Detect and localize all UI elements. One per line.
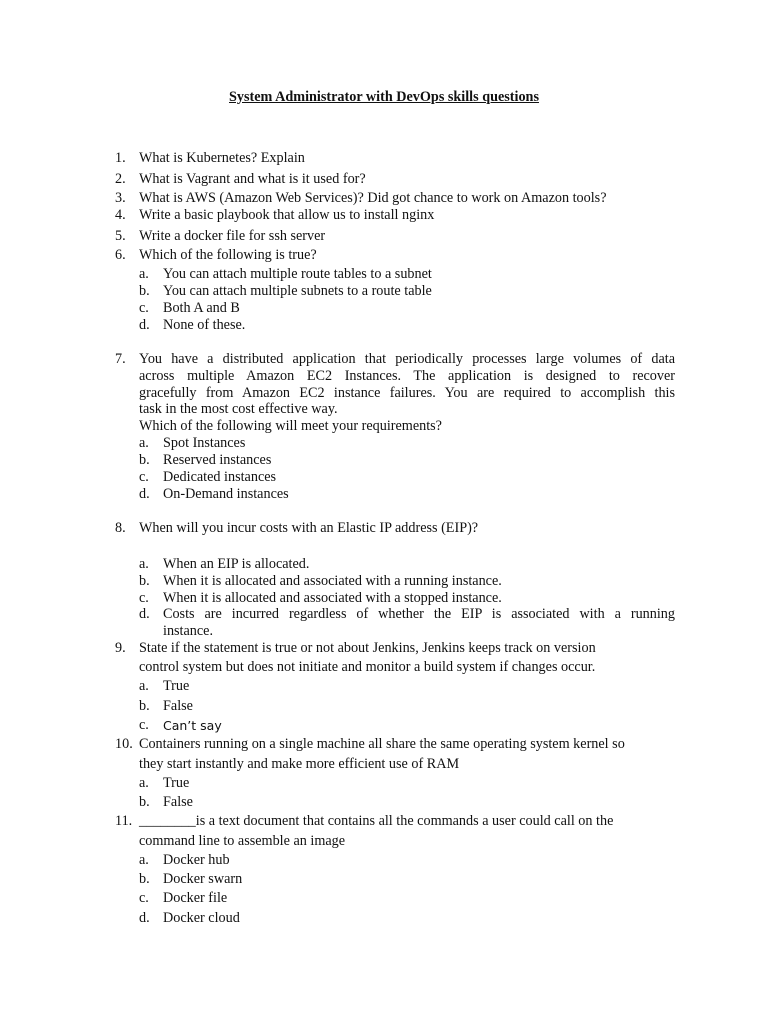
option-text: True [163, 678, 190, 694]
option-text: False [163, 698, 193, 714]
option-letter: b. [139, 794, 150, 810]
option-text: Can’t say [163, 718, 222, 733]
question-5-text: Write a docker file for ssh server [139, 228, 326, 244]
question-7-number: 7. [115, 351, 126, 367]
option-letter: d. [139, 486, 150, 502]
option-text-continued: instance. [163, 623, 214, 639]
option-text: When it is allocated and associated with a running instance. [163, 573, 502, 589]
option-letter: a. [139, 678, 149, 694]
option-text: Docker file [163, 890, 228, 906]
question-9-text: State if the statement is true or not about Jenkins, Jenkins keeps track on version [139, 640, 596, 656]
question-10-text: Containers running on a single machine all share the same operating system kernel so [139, 736, 625, 752]
option-letter: a. [139, 556, 149, 572]
option-text: Costs are incurred regardless of whether the EIP is associated with a running [163, 606, 675, 622]
question-9-text-continued: control system but does not initiate and monitor a build system if changes occur. [139, 659, 596, 675]
option-letter: c. [139, 300, 149, 316]
question-1-number: 1. [115, 150, 126, 166]
option-text: Docker cloud [163, 910, 240, 926]
question-6-text: Which of the following is true? [139, 247, 317, 263]
question-11-text-continued: command line to assemble an image [139, 833, 346, 849]
option-letter: a. [139, 435, 149, 451]
question-7-line: task in the most cost effective way. [139, 401, 338, 417]
option-letter: b. [139, 283, 150, 299]
question-7-line: across multiple Amazon EC2 Instances. The application is designed to recover [139, 368, 675, 384]
option-text: Dedicated instances [163, 469, 277, 485]
question-3-number: 3. [115, 190, 126, 206]
page-title: System Administrator with DevOps skills questions [229, 89, 539, 105]
option-text: You can attach multiple subnets to a route table [163, 283, 432, 299]
option-letter: d. [139, 317, 150, 333]
question-11-text: ________is a text document that contains all the commands a user could call on the [139, 813, 614, 829]
question-7-line: gracefully from Amazon EC2 instance failures. You are required to accomplish this [139, 385, 675, 401]
question-4-text: Write a basic playbook that allow us to install nginx [139, 207, 435, 223]
option-text: Both A and B [163, 300, 240, 316]
question-7-prompt: Which of the following will meet your requirements? [139, 418, 442, 434]
question-4-number: 4. [115, 207, 126, 223]
option-letter: a. [139, 775, 149, 791]
option-letter: a. [139, 266, 149, 282]
option-letter: c. [139, 717, 149, 733]
question-11-number: 11. [115, 813, 133, 829]
question-1-text: What is Kubernetes? Explain [139, 150, 305, 166]
option-letter: c. [139, 590, 149, 606]
option-text: None of these. [163, 317, 246, 333]
question-9-number: 9. [115, 640, 126, 656]
option-text: When it is allocated and associated with a stopped instance. [163, 590, 502, 606]
option-letter: d. [139, 606, 150, 622]
option-text: False [163, 794, 193, 810]
question-6-number: 6. [115, 247, 126, 263]
question-2-number: 2. [115, 171, 126, 187]
question-5-number: 5. [115, 228, 126, 244]
option-text: Reserved instances [163, 452, 272, 468]
question-3-text: What is AWS (Amazon Web Services)? Did got chance to work on Amazon tools? [139, 190, 607, 206]
option-text: Spot Instances [163, 435, 246, 451]
option-letter: b. [139, 698, 150, 714]
option-letter: c. [139, 890, 149, 906]
question-7-line: You have a distributed application that periodically processes large volumes of data [139, 351, 675, 367]
option-letter: c. [139, 469, 149, 485]
option-letter: b. [139, 871, 150, 887]
option-text: Docker swarn [163, 871, 243, 887]
option-letter: b. [139, 573, 150, 589]
question-8-text: When will you incur costs with an Elastic IP address (EIP)? [139, 520, 479, 536]
option-letter: a. [139, 852, 149, 868]
option-text: You can attach multiple route tables to a subnet [163, 266, 432, 282]
question-8-number: 8. [115, 520, 126, 536]
question-2-text: What is Vagrant and what is it used for? [139, 171, 366, 187]
option-letter: d. [139, 910, 150, 926]
option-text: On-Demand instances [163, 486, 289, 502]
option-text: True [163, 775, 190, 791]
option-letter: b. [139, 452, 150, 468]
option-text: Docker hub [163, 852, 230, 868]
question-10-text-continued: they start instantly and make more efficient use of RAM [139, 756, 460, 772]
question-10-number: 10. [115, 736, 133, 752]
option-text: When an EIP is allocated. [163, 556, 310, 572]
